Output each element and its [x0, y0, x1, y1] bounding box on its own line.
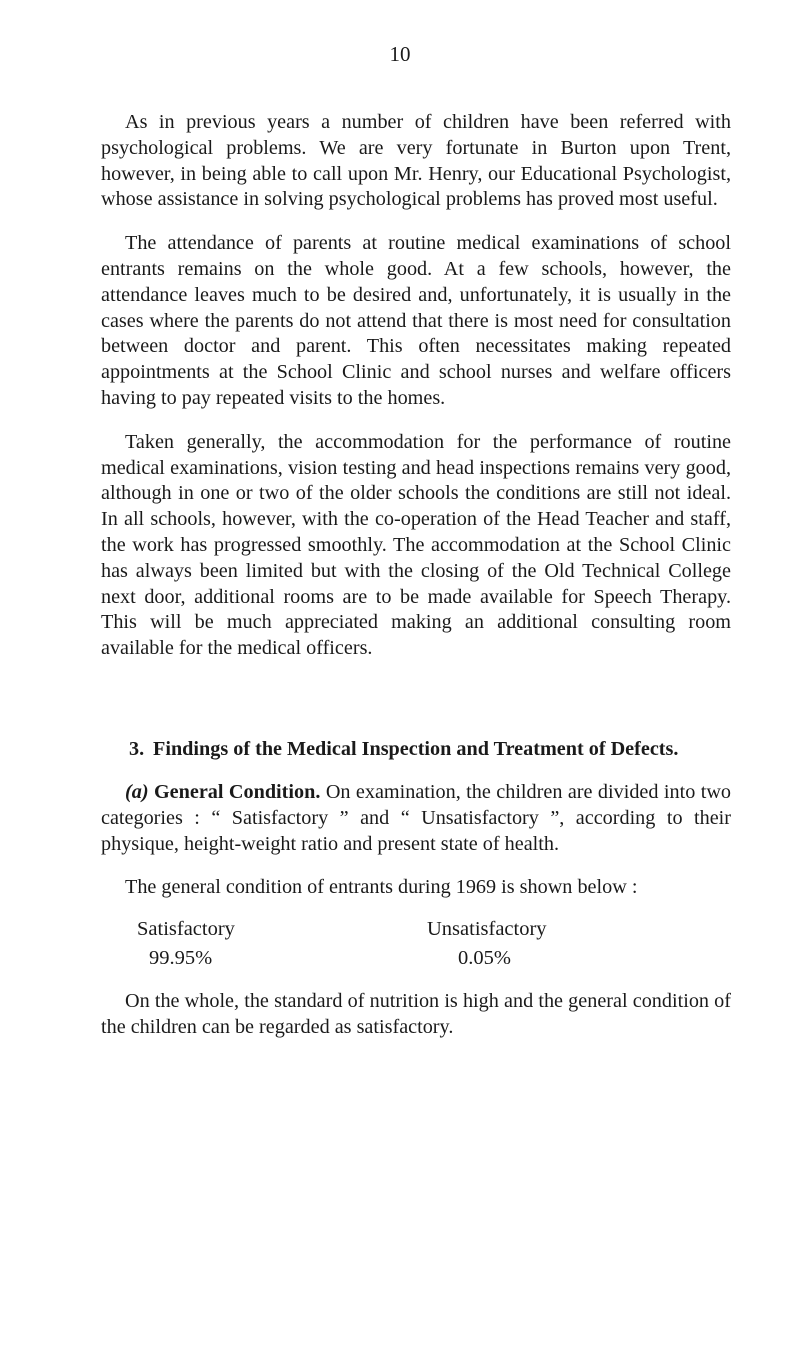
paragraph-psychological-referrals: As in previous years a number of children have been referred with psychological problems. We are very fortunate in Burton upon Trent, however, in being able to call upon Mr. Henry, our Educational Psychologist, whose assistance in solving psychological problems has proved most useful.: [101, 111, 731, 211]
page-content: [101, 110, 731, 1059]
section-number: 3.: [129, 737, 145, 760]
paragraph-general-condition: [101, 780, 731, 857]
subsection-letter: (a): [125, 780, 149, 803]
subsection-text: On examination, the children are divided into two categories : “ Satisfactory ” and “ Unsatisfactory ”, according to their physique, height-weight ratio and present state of health.: [101, 780, 732, 855]
subsection-title: General Condition.: [153, 780, 321, 803]
stat-unsatisfactory: [427, 915, 547, 973]
stat-satisfactory: [137, 915, 235, 973]
page-number: 10: [389, 42, 411, 66]
paragraph-accommodation: Taken generally, the accommodation for the performance of routine medical examinations, vision testing and head inspections remains very good, although in one or two of the older schools the conditions are still not ideal. In all schools, however, with the co-operation of the Head Teacher and staff, the work has progressed smoothly. The accommodation at the School Clinic has always been limited but with the closing of the Old Technical College next door, additional rooms are to be made available for Speech Therapy. This will be much appreciated making an additional consulting room available for the medical officers.: [101, 430, 731, 660]
subsection-heading: [125, 781, 320, 803]
paragraph-conclusion: On the whole, the standard of nutrition is high and the general condition of the children can be regarded as satisfactory.: [101, 990, 731, 1038]
stat-satisfactory-value: 99.95%: [149, 947, 213, 970]
stat-unsatisfactory-value: 0.05%: [458, 947, 511, 970]
stat-unsatisfactory-label: Unsatisfactory: [427, 918, 547, 941]
section-title: Findings of the Medical Inspection and Treatment of Defects.: [153, 737, 679, 760]
condition-stats: [101, 915, 731, 977]
section-heading: [101, 736, 731, 762]
stat-satisfactory-label: Satisfactory: [137, 918, 235, 941]
paragraph-parent-attendance: The attendance of parents at routine medical examinations of school entrants remains on the whole good. At a few schools, however, the attendance leaves much to be desired and, unfortunately, it is usually in the cases where the parents do not attend that there is most need for consultation between doctor and parent. This often necessitates making repeated appointments at the School Clinic and school nurses and welfare officers having to pay repeated visits to the homes.: [101, 232, 731, 409]
paragraph-stats-intro: The general condition of entrants during 1969 is shown below :: [125, 876, 638, 899]
